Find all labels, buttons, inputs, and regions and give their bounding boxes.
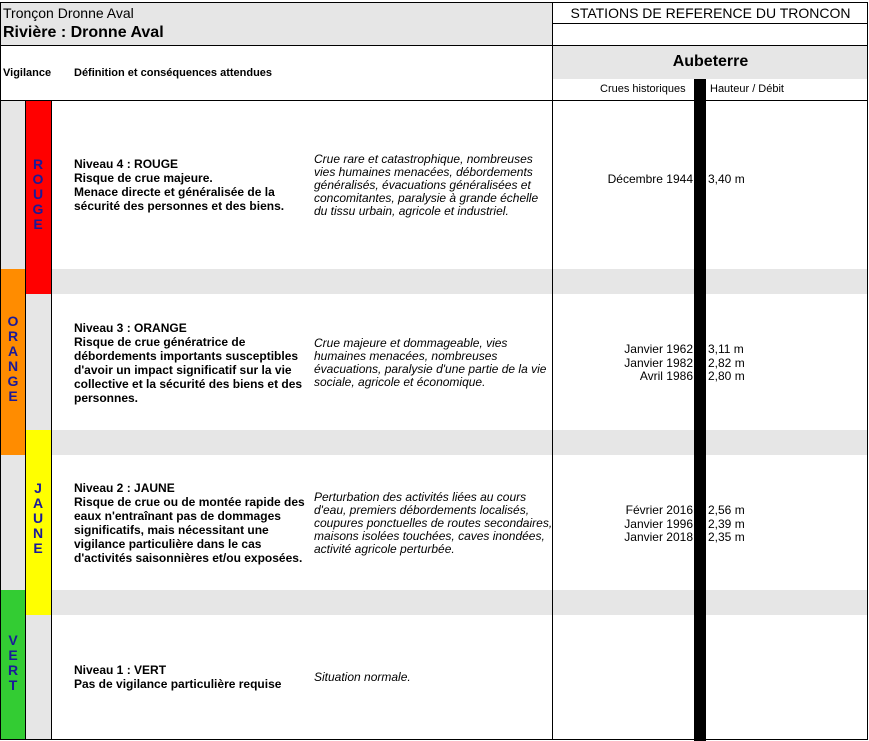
rouge-letters: R O U G E: [32, 156, 44, 232]
crue-values-orange: [708, 343, 808, 384]
level-title: Niveau 3 : ORANGE: [74, 321, 187, 335]
height-scale-bar: [694, 79, 706, 741]
crue-value: 2,82 m: [708, 355, 745, 370]
crue-date: Décembre 1944: [607, 172, 693, 186]
crue-dates-rouge: [560, 173, 693, 187]
level-3-definition: [74, 321, 306, 405]
level-subtitle: Risque de crue ou de montée rapide des eaux n'entraînant pas de dommages significatifs, mais nécessitant une vigilance particulière dans le cas d'activités saisonnières et/ou exposées.: [74, 495, 305, 565]
vert-letters: V E R T: [7, 632, 19, 693]
vigilance-header: Vigilance: [3, 67, 52, 79]
level-subtitle: Risque de crue majeure. Menace directe et généralisée de la sécurité des personnes et des biens.: [74, 171, 285, 213]
left-gray-block: [1, 101, 25, 269]
hline-header: [0, 45, 868, 46]
separator-band: [51, 590, 868, 615]
border-right: [867, 2, 868, 740]
hline-stations-title: [553, 23, 868, 24]
crue-value: 2,39 m: [708, 516, 745, 531]
station-name: Aubeterre: [672, 53, 749, 70]
level-4-description: Crue rare et catastrophique, nombreuses vies humaines menacées, débordements généralisés, évacuations généralisées et concomitantes, paralysie à grande échelle du tissu urbain, agricole et industriel.: [314, 152, 539, 218]
crue-value: 2,35 m: [708, 530, 745, 544]
stations-title: STATIONS DE REFERENCE DU TRONCON: [570, 5, 851, 21]
vline-stations: [552, 2, 553, 740]
crue-date: Janvier 1996: [624, 516, 693, 531]
hline-column-header: [0, 100, 868, 101]
level-subtitle: Risque de crue génératrice de débordements importants susceptibles d'avoir un impact significatif sur la vie collective et la sécurité des biens et des personnes.: [74, 335, 303, 405]
left-gray-block: [1, 455, 25, 590]
level-2-definition: [74, 481, 306, 565]
hauteur-debit-header: Hauteur / Débit: [710, 83, 784, 95]
level-3-description: Crue majeure et dommageable, vies humaines menacées, nombreuses évacuations, paralysie d'une partie de la vie sociale, agricole et économique.: [314, 336, 547, 389]
definition-header: Définition et conséquences attendues: [74, 67, 273, 79]
vline-vigilance-right: [51, 100, 52, 740]
crue-date: Janvier 1982: [624, 355, 693, 370]
riviere-label: Rivière : Dronne Aval: [3, 24, 164, 41]
border-top: [0, 2, 868, 3]
crues-historiques-header: Crues historiques: [600, 83, 686, 95]
level-title: Niveau 1 : VERT: [74, 663, 167, 677]
border-left: [0, 2, 1, 740]
crue-value: 2,80 m: [708, 369, 745, 383]
right-gray-block: [25, 294, 51, 430]
level-4-definition: [74, 157, 306, 213]
separator-band: [51, 269, 868, 294]
level-title: Niveau 4 : ROUGE: [74, 157, 179, 171]
crue-values-jaune: [708, 504, 808, 545]
vline-vigilance-mid: [25, 100, 26, 740]
troncon-label: Tronçon Dronne Aval: [3, 5, 134, 21]
crue-date: Avril 1986: [639, 369, 693, 383]
right-gray-block: [25, 615, 51, 739]
level-subtitle: Pas de vigilance particulière requise: [74, 677, 282, 691]
crue-date: Janvier 2018: [624, 530, 693, 544]
orange-letters: O R A N G E: [7, 313, 19, 404]
level-1-definition: [74, 663, 314, 691]
crue-value: 3,11 m: [708, 342, 744, 356]
crue-value: 3,40 m: [708, 172, 745, 186]
jaune-letters: J A U N E: [32, 480, 44, 556]
level-title: Niveau 2 : JAUNE: [74, 481, 175, 495]
separator-band: [51, 430, 868, 455]
level-1-description: Situation normale.: [314, 670, 411, 684]
crue-values-rouge: [708, 173, 808, 187]
level-2-description: Perturbation des activités liées au cours d'eau, premiers débordements localisés, coupures ponctuelles de routes secondaires, maisons isolées touchées, caves inondées, activité agricole perturbée.: [314, 490, 553, 556]
crue-date: Janvier 1962: [624, 342, 693, 356]
crue-date: Février 2016: [625, 503, 693, 517]
border-bottom: [0, 739, 868, 740]
crue-dates-orange: [560, 343, 693, 384]
crue-dates-jaune: [560, 504, 693, 545]
crue-value: 2,56 m: [708, 503, 745, 517]
